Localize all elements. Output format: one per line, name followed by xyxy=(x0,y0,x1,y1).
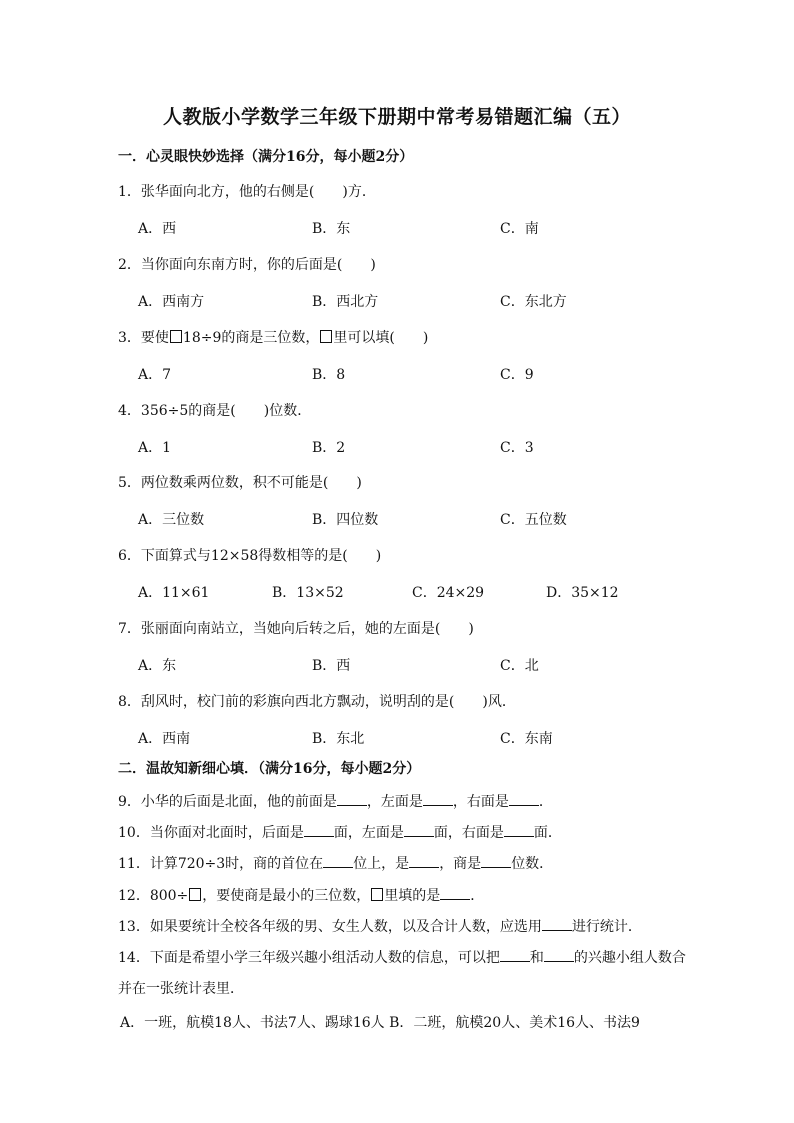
question-11 xyxy=(118,853,553,873)
question-11-text-2: 位上，是 xyxy=(353,856,410,872)
option-4c: C．3 xyxy=(500,440,534,456)
question-14-info: A．一班，航模18人、书法7人、踢球16人 B．二班，航模20人、美术16人、书法9 xyxy=(120,1015,640,1031)
question-13-text-2: 进行统计． xyxy=(571,919,642,935)
option-5a: A．三位数 xyxy=(138,512,205,528)
question-13 xyxy=(118,916,642,936)
question-10-text-2: 面，左面是 xyxy=(333,825,404,841)
question-10-text-4: 面． xyxy=(533,825,562,841)
question-11-text-1: 11．计算720÷3时，商的首位在 xyxy=(118,856,324,872)
question-3-prefix: 3．要使 xyxy=(118,330,169,346)
option-7b: B．西 xyxy=(312,658,351,674)
question-14-continuation: 并在一张统计表里． xyxy=(118,981,244,997)
option-3c: C．9 xyxy=(500,367,534,383)
option-4b: B．2 xyxy=(312,440,346,456)
question-11-text-4: 位数． xyxy=(511,856,554,872)
question-14-text-2: 和 xyxy=(529,950,544,966)
question-13-text-1: 13．如果要统计全校各年级的男、女生人数，以及合计人数，应选用 xyxy=(118,919,542,935)
question-12-text-4: ． xyxy=(470,888,485,904)
question-3-suffix: 里可以填( ) xyxy=(333,330,429,346)
option-6a: A．11×61 xyxy=(138,585,210,601)
question-12-text-1: 12．800÷ xyxy=(118,888,189,904)
question-9-text-3: ，右面是 xyxy=(452,794,509,810)
option-1a: A．西 xyxy=(138,221,177,237)
question-10 xyxy=(118,822,562,842)
option-1b: B．东 xyxy=(312,221,351,237)
question-4: 4．356÷5的商是( )位数． xyxy=(118,403,312,419)
option-8c: C．东南 xyxy=(500,731,553,747)
question-6: 6．下面算式与12×58得数相等的是( ) xyxy=(118,548,382,564)
question-8: 8．刮风时，校门前的彩旗向西北方飘动，说明刮的是( )风． xyxy=(118,694,516,710)
option-5c: C．五位数 xyxy=(500,512,567,528)
option-2b: B．西北方 xyxy=(312,294,379,310)
option-3a: A．7 xyxy=(138,367,172,383)
answer-blank[interactable] xyxy=(440,887,470,900)
question-9 xyxy=(118,791,553,811)
question-3-middle: 18÷9的商是三位数， xyxy=(182,330,320,346)
section-heading-choice: 一．心灵眼快妙选择（满分16分，每小题2分） xyxy=(118,149,414,165)
option-8b: B．东北 xyxy=(312,731,365,747)
blank-box-icon xyxy=(170,330,182,343)
question-12 xyxy=(118,885,484,905)
answer-blank[interactable] xyxy=(304,824,334,837)
option-6d: D．35×12 xyxy=(546,585,619,601)
question-7: 7．张丽面向南站立，当她向后转之后，她的左面是( ) xyxy=(118,621,474,637)
option-2c: C．东北方 xyxy=(500,294,567,310)
question-3 xyxy=(118,327,428,347)
answer-blank[interactable] xyxy=(542,918,572,931)
section-heading-fill: 二．温故知新细心填．（满分16分，每小题2分） xyxy=(118,761,421,777)
option-8a: A．西南 xyxy=(138,731,191,747)
blank-box-icon xyxy=(189,888,201,901)
answer-blank[interactable] xyxy=(404,824,434,837)
answer-blank[interactable] xyxy=(323,855,353,868)
blank-box-icon xyxy=(371,888,383,901)
option-4a: A．1 xyxy=(138,440,172,456)
question-1: 1．张华面向北方，他的右侧是( )方． xyxy=(118,184,376,200)
option-6b: B．13×52 xyxy=(272,585,344,601)
answer-blank[interactable] xyxy=(504,824,534,837)
question-5: 5．两位数乘两位数，积不可能是( ) xyxy=(118,475,362,491)
option-6c: C．24×29 xyxy=(412,585,485,601)
question-10-text-3: 面，右面是 xyxy=(433,825,504,841)
blank-box-icon xyxy=(320,330,332,343)
question-9-text-2: ，左面是 xyxy=(366,794,423,810)
answer-blank[interactable] xyxy=(544,949,574,962)
answer-blank[interactable] xyxy=(481,855,511,868)
answer-blank[interactable] xyxy=(337,793,367,806)
question-14-text-1: 14．下面是希望小学三年级兴趣小组活动人数的信息，可以把 xyxy=(118,950,500,966)
option-7c: C．北 xyxy=(500,658,539,674)
answer-blank[interactable] xyxy=(409,855,439,868)
option-7a: A．东 xyxy=(138,658,177,674)
option-1c: C．南 xyxy=(500,221,539,237)
question-12-text-2: ，要使商是最小的三位数， xyxy=(202,888,371,904)
question-9-text-1: 9．小华的后面是北面，他的前面是 xyxy=(118,794,337,810)
question-12-text-3: 里填的是 xyxy=(384,888,441,904)
option-5b: B．四位数 xyxy=(312,512,379,528)
question-2: 2．当你面向东南方时，你的后面是( ) xyxy=(118,257,376,273)
question-10-text-1: 10．当你面对北面时，后面是 xyxy=(118,825,304,841)
question-14 xyxy=(118,947,686,967)
question-9-text-4: ． xyxy=(538,794,553,810)
question-14-text-3: 的兴趣小组人数合 xyxy=(573,950,686,966)
answer-blank[interactable] xyxy=(509,793,539,806)
option-2a: A．西南方 xyxy=(138,294,205,310)
answer-blank[interactable] xyxy=(500,949,530,962)
page-title: 人教版小学数学三年级下册期中常考易错题汇编（五） xyxy=(162,106,631,128)
option-3b: B．8 xyxy=(312,367,346,383)
question-11-text-3: ，商是 xyxy=(439,856,482,872)
answer-blank[interactable] xyxy=(423,793,453,806)
